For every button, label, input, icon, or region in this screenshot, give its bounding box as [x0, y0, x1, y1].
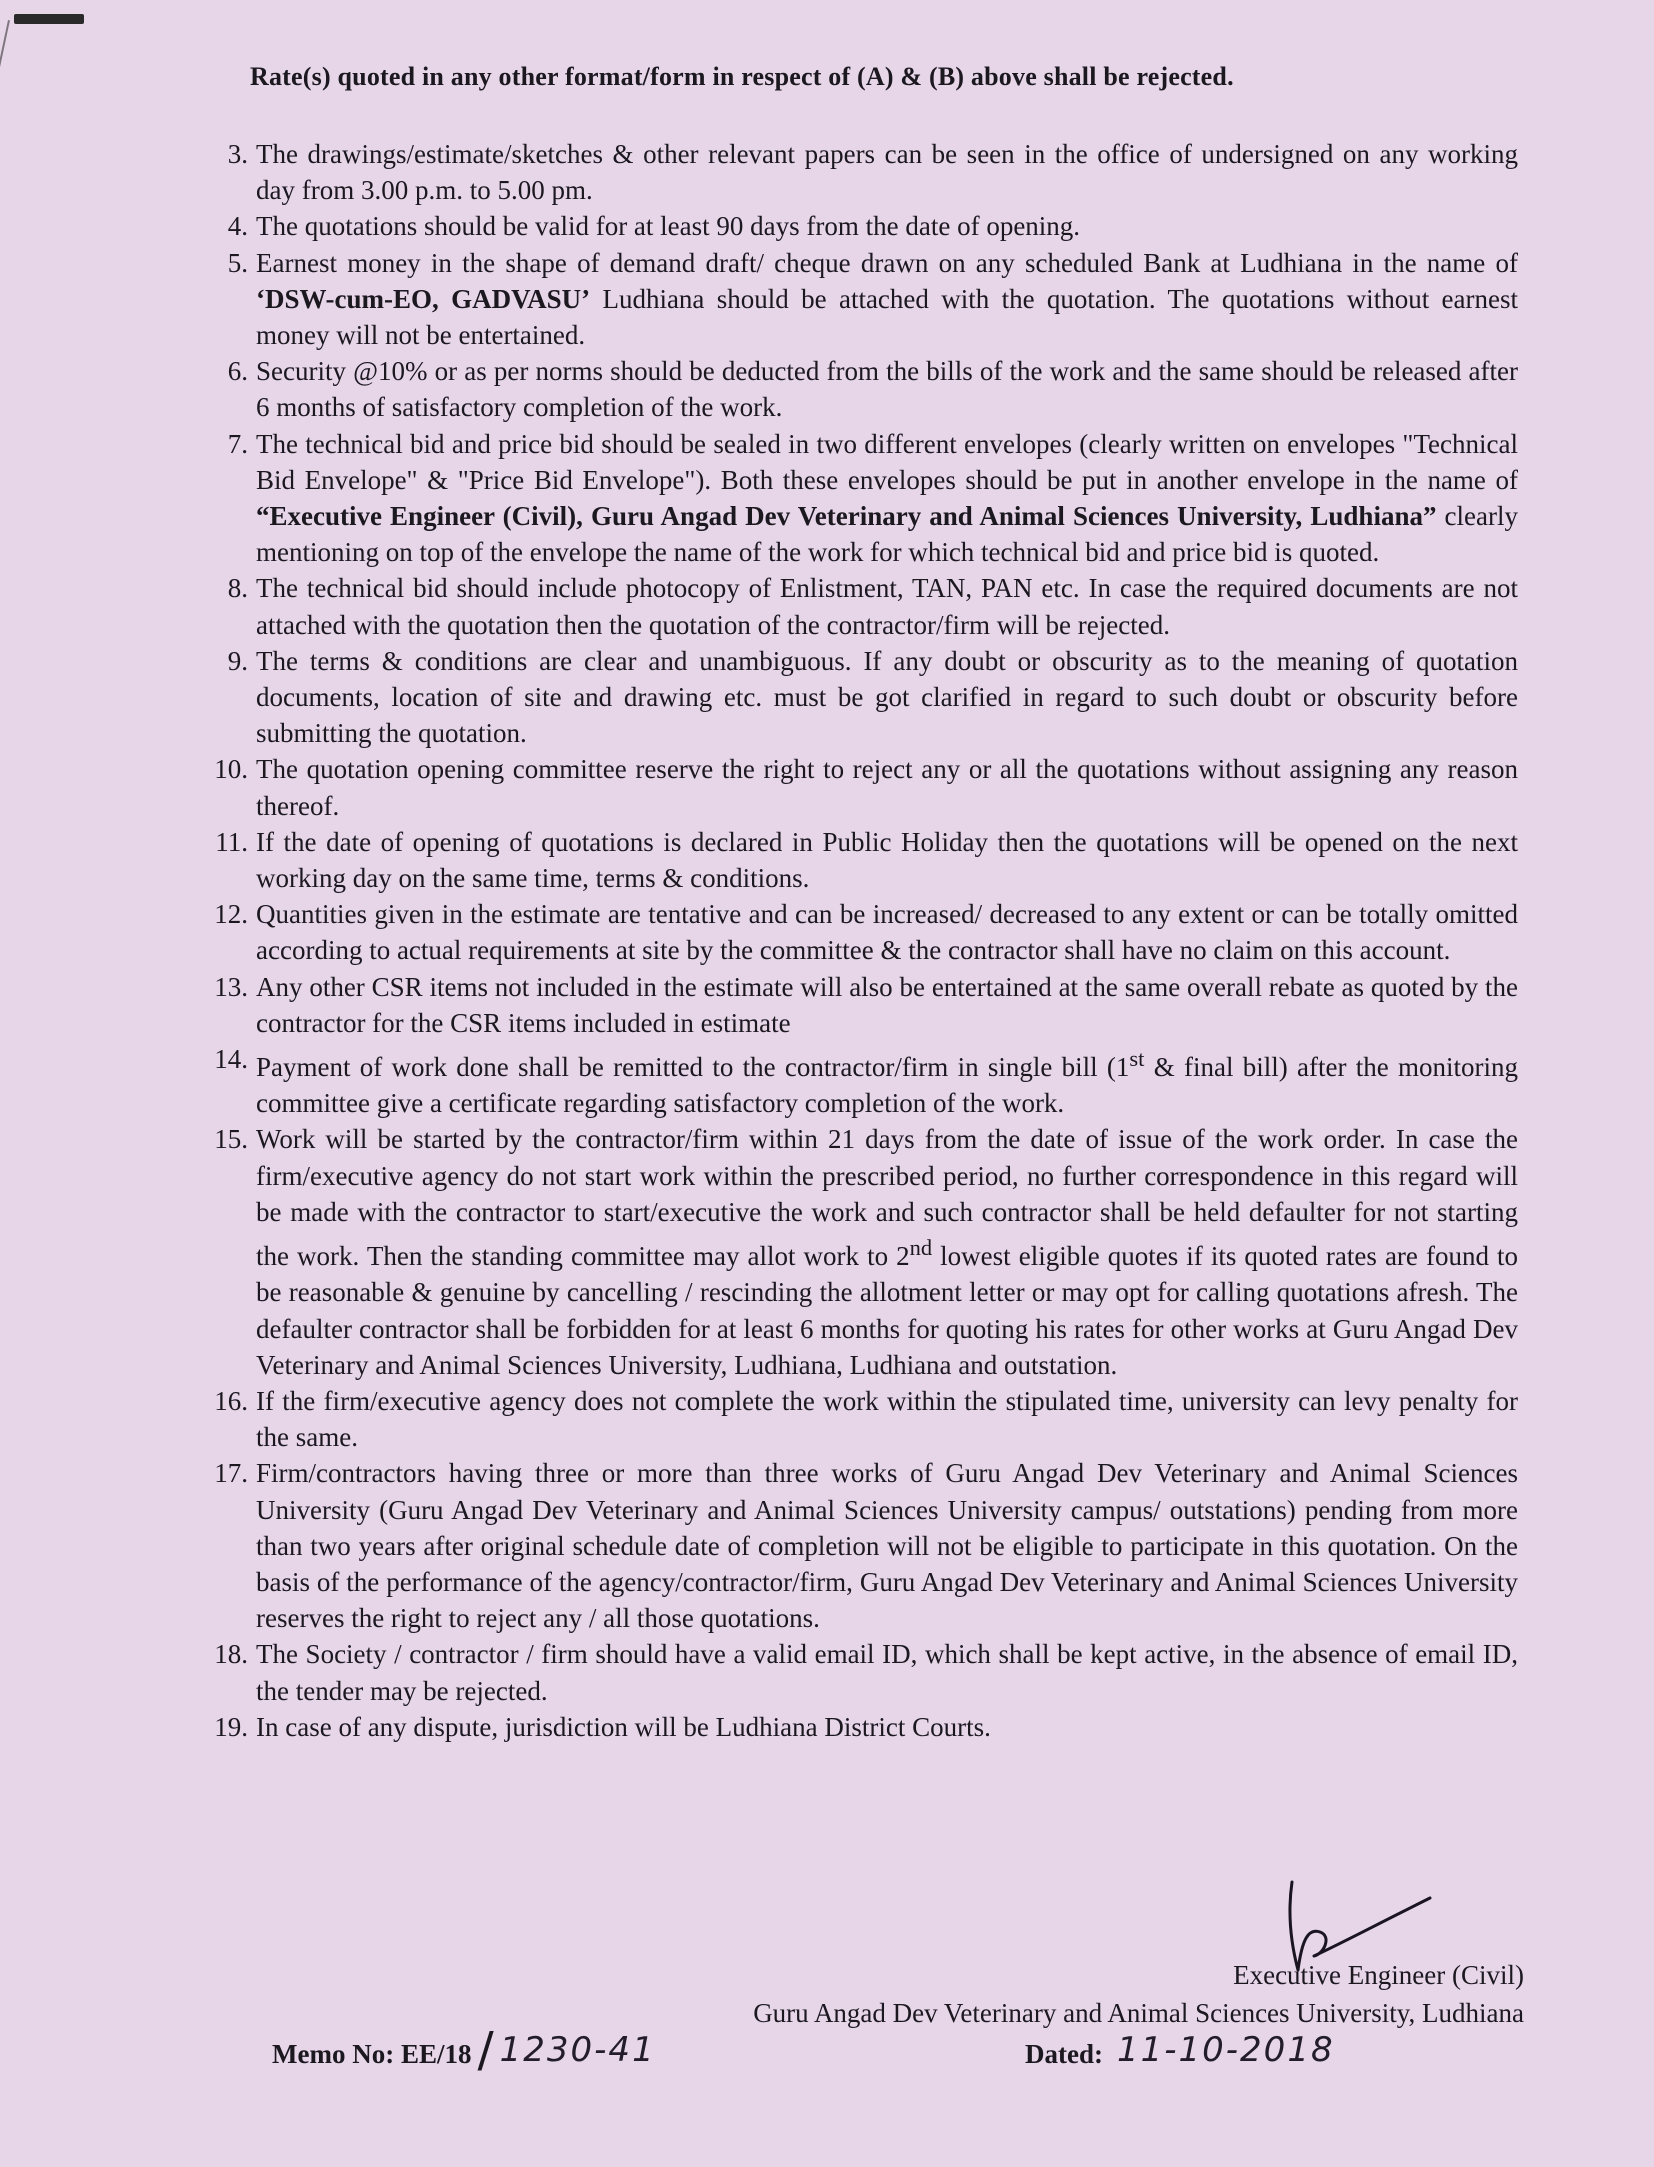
term-item [200, 969, 1518, 1041]
term-text: The technical bid and price bid should be sealed in two different envelopes (clearly written on envelopes "Technical Bid Envelope" & "Price Bid Envelope"). Both these envelopes should be put in another envelope in the name of [256, 428, 1518, 495]
term-item [200, 751, 1518, 823]
term-number: 13. [214, 971, 248, 1002]
memo-date [1025, 2030, 1335, 2070]
term-text: Firm/contractors having three or more than three works of Guru Angad Dev Veterinary and Animal Sciences University (Guru Angad Dev Veterinary and Animal Sciences University campus/ outstations) pending from more than two years after original schedule date of completion will not be eligible to participate in this quotation. On the basis of the performance of the agency/contractor/firm, Guru Angad Dev Veterinary and Animal Sciences University reserves the right to reject any / all those quotations. [256, 1458, 1518, 1634]
term-item [200, 1041, 1518, 1121]
term-item [200, 1383, 1518, 1455]
term-text: Any other CSR items not included in the estimate will also be entertained at the same overall rebate as quoted by the contractor for the CSR items included in estimate [256, 971, 1518, 1038]
memo-slash: / [477, 2022, 494, 2078]
memo-label: Memo No: EE/18 [272, 2039, 472, 2069]
term-number: 9. [227, 645, 248, 676]
term-text: Earnest money in the shape of demand draft/ cheque drawn on any scheduled Bank at Ludhiana in the name of [256, 247, 1518, 278]
term-number: 15. [214, 1124, 248, 1155]
memo-handwritten-number: 1230-41 [499, 2030, 656, 2070]
term-number: 11. [215, 826, 248, 857]
term-text: Security @10% or as per norms should be deducted from the bills of the work and the same should be released after 6 months of satisfactory completion of the work. [256, 356, 1518, 423]
term-item [200, 1455, 1518, 1636]
term-text: The Society / contractor / firm should have a valid email ID, which shall be kept active, in the absence of email ID, the tender may be rejected. [256, 1639, 1518, 1706]
term-item [200, 245, 1518, 354]
term-item [200, 1709, 1518, 1745]
term-item [200, 1121, 1518, 1382]
term-bold-text: “Executive Engineer (Civil), Guru Angad Dev Veterinary and Animal Sciences University, Ludhiana” [256, 501, 1437, 532]
term-text: The quotations should be valid for at least 90 days from the date of opening. [256, 211, 1081, 242]
term-text: The technical bid should include photocopy of Enlistment, TAN, PAN etc. In case the required documents are not attached with the quotation then the quotation of the contractor/firm will be rejected. [256, 573, 1518, 640]
term-number: 19. [214, 1711, 248, 1742]
scan-edge-line [0, 20, 10, 275]
dated-label: Dated: [1025, 2039, 1103, 2069]
term-text: If the date of opening of quotations is declared in Public Holiday then the quotations will be opened on the next working day on the same time, terms & conditions. [256, 826, 1518, 894]
term-text: If the firm/executive agency does not complete the work within the stipulated time, university can levy penalty for the same. [256, 1385, 1518, 1453]
term-superscript: st [1129, 1046, 1145, 1072]
term-text: The drawings/estimate/sketches & other relevant papers can be seen in the office of undersigned on any working day from 3.00 p.m. to 5.00 pm. [256, 139, 1518, 206]
dated-handwritten: 11-10-2018 [1116, 2030, 1335, 2070]
scan-corner-mark [14, 14, 84, 24]
term-number: 14. [214, 1044, 248, 1075]
signature-block [753, 1956, 1524, 2032]
term-number: 17. [214, 1458, 248, 1489]
term-text: In case of any dispute, jurisdiction will be Ludhiana District Courts. [256, 1711, 991, 1742]
term-text: The quotation opening committee reserve the right to reject any or all the quotations without assigning any reason thereof. [256, 754, 1518, 821]
signatory-organization: Guru Angad Dev Veterinary and Animal Sciences University, Ludhiana [753, 1998, 1524, 2028]
term-number: 10. [214, 754, 248, 785]
term-item [200, 353, 1518, 425]
term-number: 7. [227, 428, 248, 459]
term-number: 18. [214, 1639, 248, 1670]
term-number: 8. [227, 573, 248, 604]
term-number: 5. [227, 247, 248, 278]
terms-list [200, 136, 1518, 1745]
term-text: clearly mentioning on top of the envelope the name of the work for which technical bid and price bid is quoted. [256, 501, 1518, 568]
term-bold-text: ‘DSW-cum-EO, GADVASU’ [256, 283, 591, 314]
memo-number [272, 2022, 656, 2078]
term-item [200, 643, 1518, 752]
term-item [200, 570, 1518, 642]
term-item [200, 824, 1518, 896]
term-item [200, 1636, 1518, 1708]
term-text: Payment of work done shall be remitted to the contractor/firm in single bill (1 [256, 1052, 1130, 1083]
rejection-heading: Rate(s) quoted in any other format/form in respect of (A) & (B) above shall be rejected. [250, 62, 1234, 91]
term-number: 3. [227, 139, 248, 169]
term-text: The terms & conditions are clear and unambiguous. If any doubt or obscurity as to the meaning of quotation documents, location of site and drawing etc. must be got clarified in regard to such doubt or obscurity before submitting the quotation. [256, 645, 1518, 749]
term-number: 12. [214, 899, 248, 930]
signatory-title: Executive Engineer (Civil) [1233, 1960, 1524, 1990]
term-text: lowest eligible quotes if its quoted rates are found to be reasonable & genuine by cancelling / rescinding the allotment letter or may opt for calling quotations afresh. The defaulter contractor shall be forbidden for at least 6 months for quoting his rates for other works at Guru Angad Dev Veterinary and Animal Sciences University, Ludhiana, Ludhiana and outstation. [256, 1241, 1518, 1380]
term-number: 16. [214, 1385, 248, 1416]
term-number: 6. [227, 356, 248, 387]
term-superscript: nd [909, 1235, 933, 1261]
term-item [200, 208, 1518, 244]
term-text: Quantities given in the estimate are tentative and can be increased/ decreased to any extent or can be totally omitted according to actual requirements at site by the committee & the contractor shall have no claim on this account. [256, 899, 1518, 966]
term-text: Work will be started by the contractor/firm within 21 days from the date of issue of the work order. In case the firm/executive agency do not start work within the prescribed period, no further correspondence in this regard will be made with the contractor to start/executive the work and such contractor shall be held defaulter for not starting the work. Then the standing committee may allot work to 2 [256, 1124, 1518, 1272]
term-item [200, 896, 1518, 968]
term-text: Ludhiana should be attached with the quotation. The quotations without earnest money will not be entertained. [256, 283, 1518, 351]
term-number: 4. [227, 211, 248, 242]
term-item [200, 426, 1518, 571]
term-text: & final bill) after the monitoring committee give a certificate regarding satisfactory completion of the work. [256, 1052, 1518, 1119]
term-item [200, 136, 1518, 208]
